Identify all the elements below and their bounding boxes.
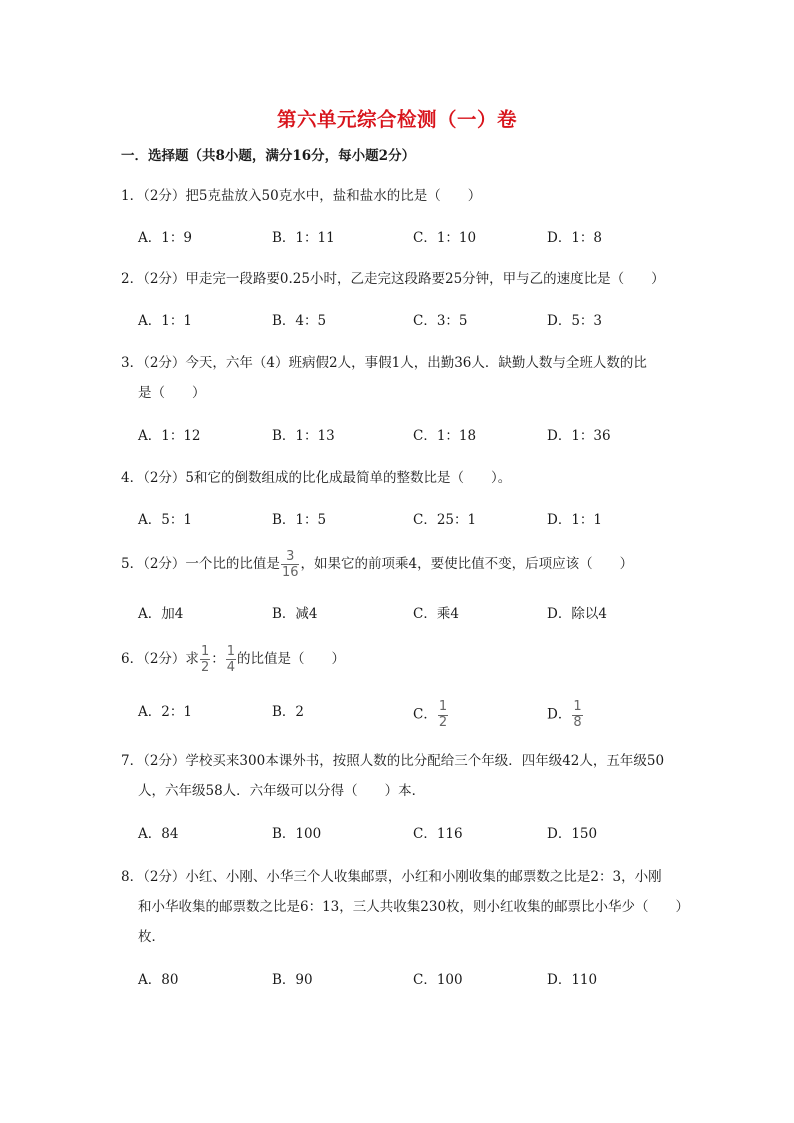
option-d[interactable]: D．1：36 — [547, 428, 611, 444]
option-a[interactable]: A．加4 — [138, 606, 184, 622]
option-c[interactable]: C．3：5 — [413, 313, 468, 329]
fraction-denominator: 8 — [573, 715, 582, 730]
question-text: 1．（2分）把5克盐放入50克水中，盐和盐水的比是（ ） — [121, 188, 482, 204]
question-text-continued: 枚． — [138, 929, 165, 945]
fraction — [572, 700, 582, 730]
option-a[interactable]: A．84 — [138, 826, 179, 842]
option-b[interactable]: B．2 — [272, 704, 305, 720]
question-text: 3．（2分）今天，六年（4）班病假2人，事假1人，出勤36人．缺勤人数与全班人数的比 — [121, 355, 647, 371]
question-text: 8．（2分）小红、小刚、小华三个人收集邮票，小红和小刚收集的邮票数之比是2：3，小刚 — [121, 869, 662, 885]
option-d[interactable]: D．除以4 — [547, 606, 607, 622]
option-b[interactable]: B．4：5 — [272, 313, 327, 329]
option-d[interactable] — [547, 700, 584, 730]
option-b[interactable]: B．1：5 — [272, 512, 327, 528]
question-text-suffix: 的比值是（ ） — [237, 651, 345, 667]
fraction-numerator: 1 — [200, 643, 210, 659]
fraction-numerator: 1 — [573, 699, 582, 714]
option-b[interactable]: B．减4 — [272, 606, 318, 622]
option-b[interactable]: B．100 — [272, 826, 322, 842]
question-text-prefix: 6．（2分）求 — [121, 651, 199, 667]
fraction-numerator: 3 — [286, 548, 295, 564]
option-a[interactable]: A．1：1 — [138, 313, 192, 329]
question-8 — [121, 862, 689, 952]
question-6 — [121, 644, 345, 675]
question-2 — [121, 264, 665, 294]
option-c[interactable]: C．1：10 — [413, 230, 477, 246]
fraction — [281, 550, 300, 580]
option-letter: D． — [547, 706, 572, 723]
page-title: 第六单元综合检测（一）卷 — [276, 108, 517, 131]
ratio-colon: ： — [211, 651, 225, 667]
fraction — [200, 645, 210, 675]
fraction-numerator: 1 — [438, 699, 448, 714]
option-d[interactable]: D．1：1 — [547, 512, 603, 528]
question-text: 7．（2分）学校买来300本课外书，按照人数的比分配给三个年级．四年级42人，五年级50 — [121, 753, 665, 769]
fraction-denominator: 2 — [438, 715, 448, 730]
fraction-numerator: 1 — [226, 643, 235, 659]
question-text: 4．（2分）5和它的倒数组成的比化成最简单的整数比是（ ）。 — [121, 470, 512, 486]
question-1 — [121, 181, 481, 211]
option-c[interactable]: C．25：1 — [413, 512, 477, 528]
option-b[interactable]: B．90 — [272, 972, 313, 988]
option-a[interactable]: A．5：1 — [138, 512, 192, 528]
option-a[interactable]: A．1：12 — [138, 428, 201, 444]
fraction — [438, 700, 448, 730]
option-a[interactable]: A．1：9 — [138, 230, 192, 246]
question-7 — [121, 746, 664, 806]
option-c[interactable]: C．100 — [413, 972, 463, 988]
option-d[interactable]: D．5：3 — [547, 313, 603, 329]
option-b[interactable]: B．1：13 — [272, 428, 335, 444]
option-c[interactable]: C．116 — [413, 826, 463, 842]
question-text-suffix: ，如果它的前项乘4，要使比值不变，后项应该（ ） — [300, 556, 634, 572]
option-a[interactable]: A．80 — [138, 972, 179, 988]
question-text-prefix: 5．（2分）一个比的比值是 — [121, 556, 280, 572]
question-5 — [121, 549, 633, 580]
section-header: 一．选择题（共8小题，满分16分，每小题2分） — [121, 148, 416, 164]
question-text: 2．（2分）甲走完一段路要0.25小时，乙走完这段路要25分钟，甲与乙的速度比是（ ） — [121, 271, 665, 287]
question-3 — [121, 348, 647, 408]
option-c[interactable]: C．乘4 — [413, 606, 459, 622]
option-d[interactable]: D．1：8 — [547, 230, 603, 246]
option-c[interactable]: C．1：18 — [413, 428, 477, 444]
fraction — [226, 645, 236, 675]
fraction-denominator: 2 — [200, 659, 210, 675]
option-c[interactable] — [413, 700, 449, 730]
option-d[interactable]: D．110 — [547, 972, 598, 988]
option-a[interactable]: A．2：1 — [138, 704, 192, 720]
question-text-continued: 是（ ） — [138, 385, 206, 401]
question-4 — [121, 463, 511, 493]
option-d[interactable]: D．150 — [547, 826, 598, 842]
option-letter: C． — [413, 706, 437, 723]
fraction-denominator: 16 — [281, 564, 299, 580]
question-text-continued: 人，六年级58人．六年级可以分得（ ）本． — [138, 783, 426, 799]
fraction-denominator: 4 — [226, 659, 235, 675]
option-b[interactable]: B．1：11 — [272, 230, 335, 246]
question-text-continued: 和小华收集的邮票数之比是6：13，三人共收集230枚，则小红收集的邮票比小华少（ ） — [138, 899, 690, 915]
